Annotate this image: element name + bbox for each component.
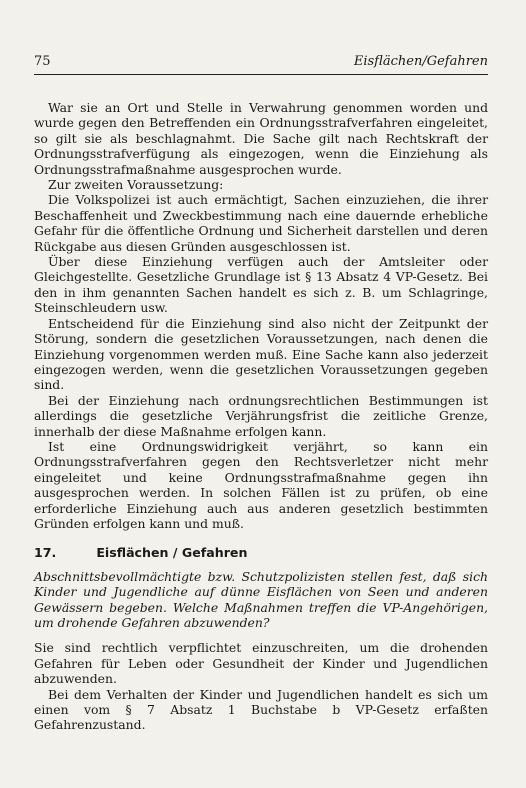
section-heading [34,545,488,560]
page-number: 75 [34,54,51,69]
section-title: Eisflächen / Gefahren [96,545,248,561]
case-question: Abschnittsbevollmächtigte bzw. Schutzpolizisten stellen fest, daß sich Kinder und Jugendliche auf dünne Eisflächen von Seen und anderen Gewässern begeben. Welche Maßnahmen treffen die VP-Angehörigen, um drohende Gefahren abzuwenden? [34,568,488,630]
answer-paragraph: Sie sind rechtlich verpflichtet einzuschreiten, um die drohenden Gefahren für Leben oder Gesundheit der Kinder und Jugendlichen abzuwenden. [34,640,488,687]
paragraph: Ist eine Ordnungswidrigkeit verjährt, so kann ein Ordnungsstrafverfahren gegen den Rechtsverletzer nicht mehr eingeleitet und keine Ordnungsstrafmaßnahme gegen ihn ausgesprochen werden. In solchen Fällen ist zu prüfen, ob eine erforderliche Einziehung auch aus anderen gesetzlich bestimmten Gründen erfolgen kann und muß. [34,438,488,531]
paragraph: Zur zweiten Voraussetzung: [48,177,224,193]
running-title: Eisflächen/Gefahren [353,54,488,69]
paragraph: War sie an Ort und Stelle in Verwahrung genommen worden und wurde gegen den Betreffenden ein Ordnungsstrafverfahren eingeleitet, so gilt sie als beschlagnahmt. Die Sache gilt nach Rechtskraft der Ordnungsstrafverfügung als eingezogen, wenn die Einziehung als Ordnungsstrafmaßnahme ausgesprochen wurde. [34,100,488,177]
paragraph: Bei der Einziehung nach ordnungsrechtlichen Bestimmungen ist allerdings die gesetzliche Verjährungsfrist die zeitliche Grenze, innerhalb der diese Maßnahme erfolgen kann. [34,392,488,439]
answer-paragraph: Bei dem Verhalten der Kinder und Jugendlichen handelt es sich um einen vom § 7 Absatz 1 Buchstabe b VP-Gesetz erfaßten Gefahrenzustand. [34,686,488,733]
paragraph: Entscheidend für die Einziehung sind also nicht der Zeitpunkt der Störung, sondern die gesetzlichen Voraussetzungen, nach denen die Einziehung vorgenommen werden muß. Eine Sache kann also jederzeit eingezogen werden, wenn die gesetzlichen Voraussetzungen gegeben sind. [34,315,488,393]
paragraph: Die Volkspolizei ist auch ermächtigt, Sachen einzuziehen, die ihrer Beschaffenheit und Zweckbestimmung nach eine dauernde erhebliche Gefahr für die öffentliche Ordnung und Sicherheit darstellen und deren Rückgabe aus diesen Gründen ausgeschlossen ist. [34,192,488,254]
page-body [34,100,488,733]
page-header [34,52,488,75]
paragraph: Über diese Einziehung verfügen auch der Amtsleiter oder Gleichgestellte. Gesetzliche Grundlage ist § 13 Absatz 4 VP-Gesetz. Bei den in ihm genannten Sachen handelt es sich z. B. um Schlagringe, Steinschleudern usw. [34,254,488,316]
section-number: 17. [34,545,57,561]
